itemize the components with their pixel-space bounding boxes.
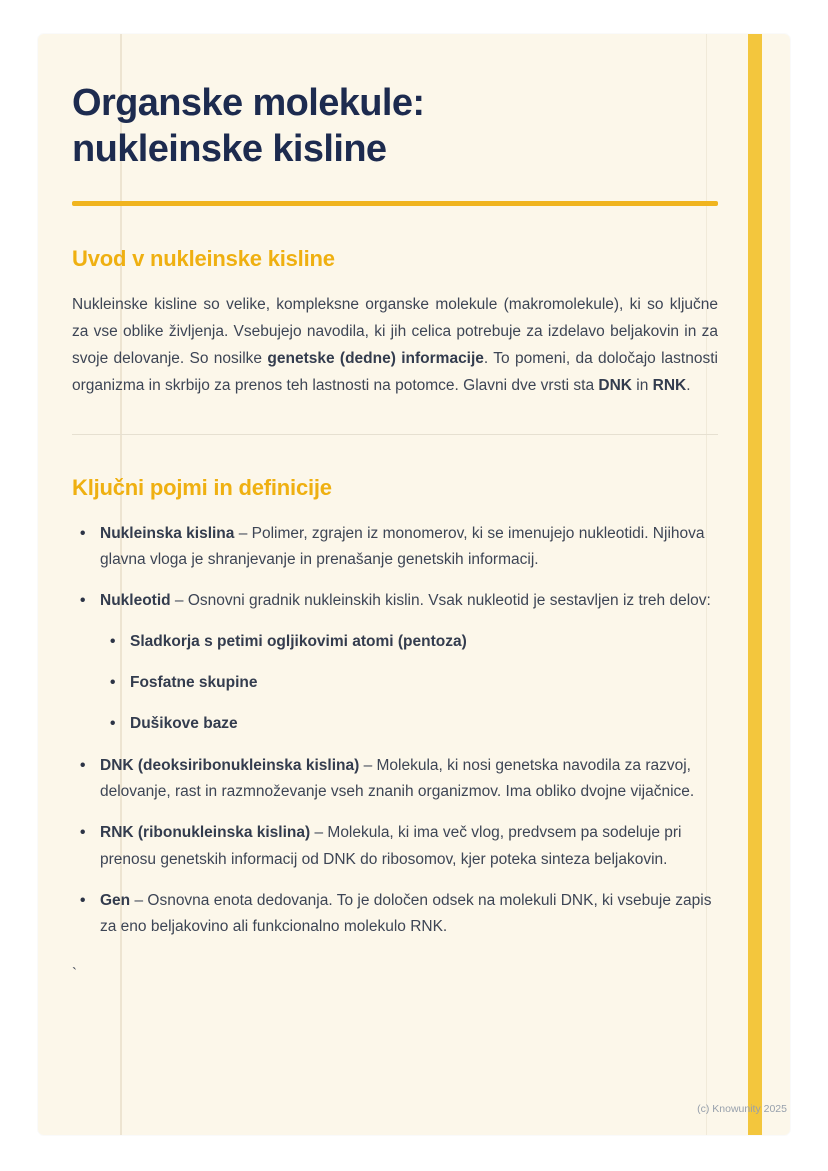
term-label: Gen — [100, 892, 131, 910]
intro-text-1: Nukleinske kisline so velike, kompleksne organske molekule (makromolekule), ki so ključne za vse oblike življenja. Vsebujejo navodila, ki jih celica potrebuje za izdelavo beljakovin in za svoje delovanje. So nosilke — [72, 295, 718, 367]
list-item-dnk — [94, 753, 718, 806]
list-item-nukleinska-kislina — [94, 521, 718, 574]
term-definition: – Molekula, ki nosi genetska navodila za razvoj, delovanje, rast in razmnoževanje vseh znanih organizmov. Ima obliko dvojne vijačnice. — [100, 756, 695, 800]
term-definition: – Osnovna enota dedovanja. To je določen odsek na molekuli DNK, ki vsebuje zapis za eno beljakovino ali funkcionalno molekulo RNK. — [100, 892, 712, 936]
page-title — [72, 80, 718, 173]
subterm-label: Dušikove baze — [130, 715, 238, 733]
term-definition: – Molekula, ki ima več vlog, predvsem pa sodeluje pri prenosu genetskih informacij od DNK do ribosomov, kjer poteka sinteza beljakovin. — [100, 824, 682, 868]
list-item-gen — [94, 888, 718, 941]
term-label: DNK (deoksiribonukleinska kislina) — [100, 756, 360, 774]
intro-bold-rnk: RNK — [652, 376, 687, 394]
key-terms-list — [72, 521, 718, 941]
list-subitem-pentoza — [124, 629, 718, 655]
stray-backtick: ` — [72, 964, 77, 982]
intro-bold-dnk: DNK — [598, 376, 632, 394]
term-label: Nukleinska kislina — [100, 524, 235, 542]
document-content — [38, 34, 790, 982]
list-subitem-fosfatna-skupina — [124, 670, 718, 696]
subterm-label: Fosfatne skupine — [130, 673, 258, 691]
section-heading-intro: Uvod v nukleinske kisline — [72, 245, 335, 271]
list-item-rnk — [94, 820, 718, 873]
intro-text-3: in — [631, 376, 653, 394]
intro-paragraph — [72, 292, 718, 400]
list-item-nukleotid — [94, 588, 718, 737]
intro-text-4: . — [686, 376, 691, 394]
section-heading-key-terms: Ključni pojmi in definicije — [72, 474, 332, 500]
watermark-copyright: (c) Knowunity 2025 — [697, 1103, 787, 1115]
document-page — [38, 34, 790, 1135]
section-divider — [72, 434, 718, 435]
title-underline-rule — [72, 201, 718, 206]
intro-bold-genetic-info: genetske (dedne) informacije — [267, 349, 484, 367]
page-title-line-2: nukleinske kisline — [72, 128, 387, 171]
term-label: Nukleotid — [100, 592, 171, 610]
intro-text-2: . To pomeni, da določajo lastnosti organizma in skrbijo za prenos teh lastnosti na potomce. Glavni dve vrsti sta — [72, 349, 718, 394]
list-subitem-dusikove-baze — [124, 711, 718, 737]
term-definition: – Osnovni gradnik nukleinskih kislin. Vsak nukleotid je sestavljen iz treh delov: — [170, 592, 711, 610]
subterm-label: Sladkorja s petimi ogljikovimi atomi (pentoza) — [130, 632, 467, 650]
term-definition: – Polimer, zgrajen iz monomerov, ki se imenujejo nukleotidi. Njihova glavna vloga je shranjevanje in prenašanje genetskih informacij. — [100, 524, 705, 568]
nucleotide-parts-list — [100, 629, 718, 738]
term-label: RNK (ribonukleinska kislina) — [100, 824, 311, 842]
page-title-line-1: Organske molekule: — [72, 82, 425, 124]
